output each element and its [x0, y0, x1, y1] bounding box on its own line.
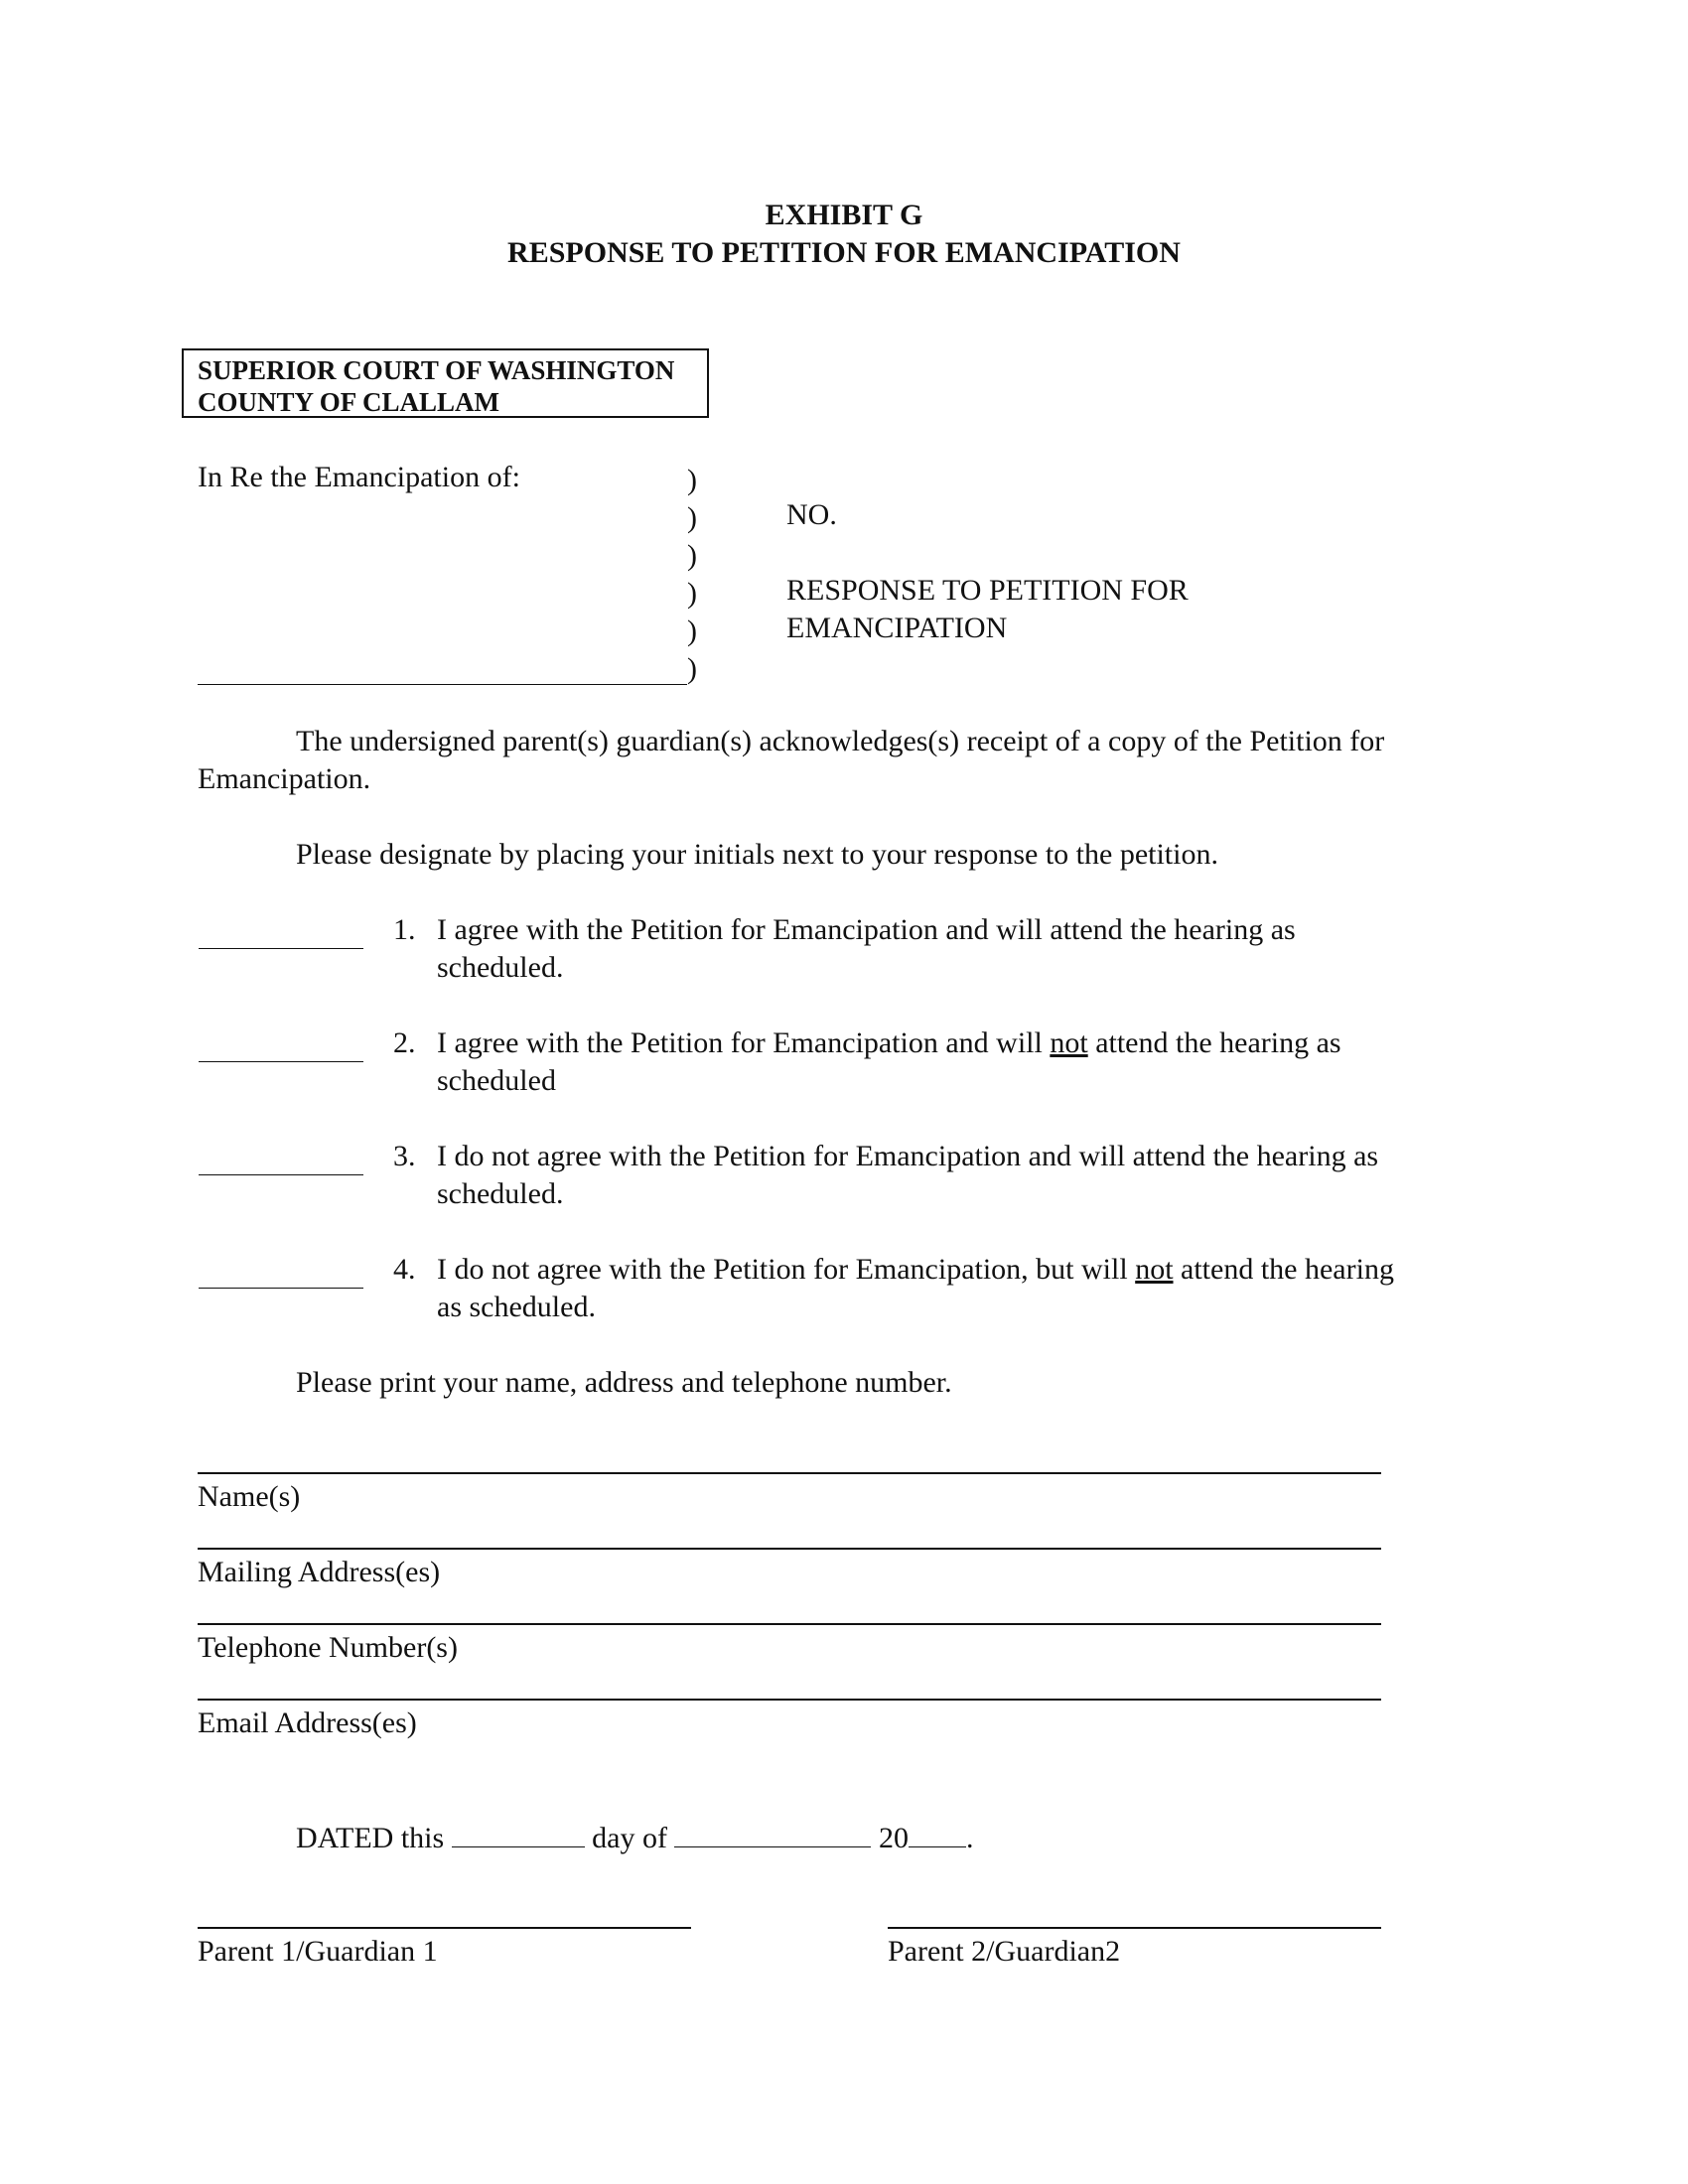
case-number-label: NO. — [786, 498, 837, 531]
emphasis-not: not — [1050, 1026, 1088, 1059]
caption-paren: ) — [687, 501, 697, 534]
page-title: RESPONSE TO PETITION FOR EMANCIPATION — [507, 236, 1181, 269]
option-2-text-cont: scheduled — [437, 1064, 556, 1097]
court-name: SUPERIOR COURT OF WASHINGTON — [198, 355, 675, 385]
option-2-text: I agree with the Petition for Emancipation and will not attend the hearing as — [437, 1026, 1341, 1059]
initials-instruction: Please designate by placing your initials next to your response to the petition. — [296, 838, 1218, 871]
day-of-label: day of — [592, 1822, 667, 1854]
dated-suffix: . — [965, 1822, 974, 1854]
option-4-text-cont: as scheduled. — [437, 1291, 596, 1323]
dated-line — [296, 1819, 973, 1857]
parent2-label: Parent 2/Guardian2 — [888, 1935, 1121, 1968]
court-county: COUNTY OF CLALLAM — [198, 387, 500, 417]
option-number: 3. — [393, 1140, 416, 1172]
document-title-line2: EMANCIPATION — [786, 612, 1008, 644]
caption-paren: ) — [687, 614, 697, 647]
mailing-address-line[interactable] — [198, 1548, 1381, 1550]
caption-paren: ) — [687, 652, 697, 685]
parent1-signature-line[interactable] — [198, 1927, 691, 1929]
initials-blank-option-4[interactable] — [199, 1288, 363, 1289]
option-3-text: I do not agree with the Petition for Emancipation and will attend the hearing as — [437, 1140, 1379, 1172]
caption-paren: ) — [687, 464, 697, 496]
name-label: Name(s) — [198, 1480, 301, 1513]
telephone-line[interactable] — [198, 1623, 1381, 1625]
exhibit-label: EXHIBIT G — [765, 199, 923, 231]
acknowledgement-text: The undersigned parent(s) guardian(s) acknowledges(s) receipt of a copy of the Petition for — [296, 725, 1385, 757]
parent2-signature-line[interactable] — [888, 1927, 1381, 1929]
email-line[interactable] — [198, 1699, 1381, 1701]
initials-blank-option-3[interactable] — [199, 1174, 363, 1175]
caption-paren: ) — [687, 539, 697, 572]
email-label: Email Address(es) — [198, 1706, 417, 1739]
year-prefix: 20 — [878, 1822, 909, 1854]
emphasis-not: not — [1135, 1253, 1174, 1286]
document-title-line1: RESPONSE TO PETITION FOR — [786, 574, 1189, 607]
day-blank[interactable] — [452, 1819, 585, 1847]
option-4-text: I do not agree with the Petition for Emancipation, but will not attend the hearing — [437, 1253, 1394, 1286]
option-number: 1. — [393, 913, 416, 946]
dated-prefix: DATED this — [296, 1822, 445, 1854]
caption-paren: ) — [687, 577, 697, 610]
mailing-address-label: Mailing Address(es) — [198, 1556, 441, 1588]
initials-blank-option-1[interactable] — [199, 948, 363, 949]
option-3-text-cont: scheduled. — [437, 1177, 564, 1210]
minor-name-line[interactable] — [198, 684, 687, 685]
name-line[interactable] — [198, 1472, 1381, 1474]
acknowledgement-text-cont: Emancipation. — [198, 762, 371, 795]
contact-instruction: Please print your name, address and telephone number. — [296, 1366, 952, 1399]
option-number: 2. — [393, 1026, 416, 1059]
in-re-label: In Re the Emancipation of: — [198, 461, 520, 493]
court-box — [182, 348, 709, 418]
parent1-label: Parent 1/Guardian 1 — [198, 1935, 438, 1968]
initials-blank-option-2[interactable] — [199, 1061, 363, 1062]
month-blank[interactable] — [674, 1819, 871, 1847]
telephone-label: Telephone Number(s) — [198, 1631, 458, 1664]
option-number: 4. — [393, 1253, 416, 1286]
option-1-text: I agree with the Petition for Emancipation and will attend the hearing as — [437, 913, 1296, 946]
year-blank[interactable] — [909, 1819, 966, 1847]
option-1-text-cont: scheduled. — [437, 951, 564, 984]
